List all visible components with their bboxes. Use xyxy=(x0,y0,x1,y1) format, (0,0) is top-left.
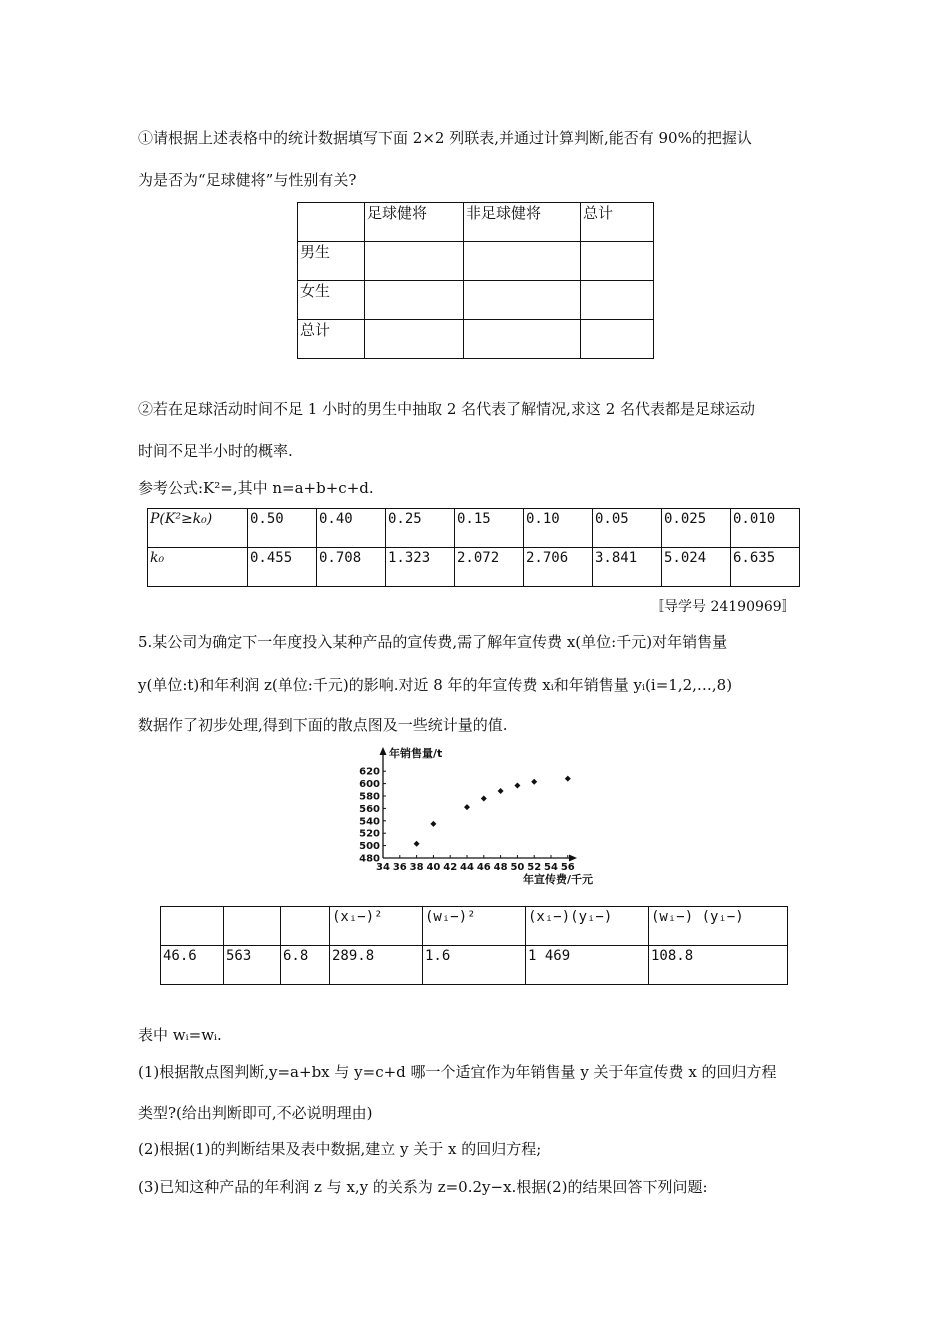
formula-line: 参考公式:K²=,其中 n=a+b+c+d. xyxy=(138,479,374,497)
stats-value-cell: 46.6 xyxy=(161,946,224,985)
contingency-header-1: 足球健将 xyxy=(365,203,464,242)
x-tick-label: 54 xyxy=(544,862,558,873)
contingency-row-label: 总计 xyxy=(298,320,365,359)
problem5-line-2: y(单位:t)和年利润 z(单位:千元)的影响.对近 8 年的年宣传费 xᵢ和年销售量 yᵢ(i=1,2,…,8) xyxy=(138,676,733,694)
stats-value-cell: 6.8 xyxy=(281,946,330,985)
k-table-row2-label: k₀ xyxy=(148,548,248,587)
stats-header-cell: (xᵢ−)² xyxy=(330,907,423,946)
x-tick-label: 42 xyxy=(443,862,458,873)
sub3-line: (3)已知这种产品的年利润 z 与 x,y 的关系为 z=0.2y−x.根据(2)的结果回答下列问题: xyxy=(138,1178,708,1196)
y-tick-label: 560 xyxy=(359,803,380,815)
contingency-cell xyxy=(581,281,654,320)
k-table-cell: 6.635 xyxy=(731,548,800,587)
y-tick-label: 600 xyxy=(359,779,380,791)
contingency-cell xyxy=(581,242,654,281)
reference-number: 〚导学号 24190969〛 xyxy=(650,599,796,615)
contingency-row-label: 女生 xyxy=(298,281,365,320)
x-tick-label: 38 xyxy=(409,862,424,873)
k-table-cell: 0.10 xyxy=(524,509,593,548)
k-table-cell: 1.323 xyxy=(386,548,455,587)
contingency-row-label: 男生 xyxy=(298,242,365,281)
k-table-cell: 2.706 xyxy=(524,548,593,587)
contingency-cell xyxy=(464,281,581,320)
k-table-cell: 0.50 xyxy=(248,509,317,548)
k-table-cell: 0.25 xyxy=(386,509,455,548)
y-axis-label: 年销售量/t xyxy=(389,747,443,760)
x-tick-label: 48 xyxy=(493,862,508,873)
y-tick-label: 620 xyxy=(359,766,380,778)
data-point xyxy=(481,795,487,801)
contingency-cell xyxy=(464,242,581,281)
k-table-cell: 0.455 xyxy=(248,548,317,587)
x-tick-label: 34 xyxy=(376,862,390,873)
stats-header-cell xyxy=(281,907,330,946)
sub2-line: (2)根据(1)的判断结果及表中数据,建立 y 关于 x 的回归方程; xyxy=(138,1140,542,1158)
contingency-cell xyxy=(365,242,464,281)
data-point xyxy=(565,776,571,782)
q2-line-1: ②若在足球活动时间不足 1 小时的男生中抽取 2 名代表了解情况,求这 2 名代表都是足球运动 xyxy=(138,400,756,418)
x-tick-label: 46 xyxy=(476,862,491,873)
x-tick-label: 44 xyxy=(460,862,474,873)
stats-header-cell: (wᵢ−)² xyxy=(423,907,526,946)
stats-header-cell xyxy=(161,907,224,946)
k-critical-table xyxy=(147,508,800,587)
contingency-header-3: 总计 xyxy=(581,203,654,242)
stats-value-cell: 563 xyxy=(224,946,281,985)
stats-header-cell xyxy=(224,907,281,946)
x-tick-label: 56 xyxy=(560,862,575,873)
sub1-line-1: (1)根据散点图判断,y=a+bx 与 y=c+d 哪一个适宜作为年销售量 y 关于年宣传费 x 的回归方程 xyxy=(138,1063,777,1081)
data-point xyxy=(464,804,470,810)
y-tick-label: 580 xyxy=(359,791,380,803)
x-tick-label: 40 xyxy=(426,862,441,873)
sub1-line-2: 类型?(给出判断即可,不必说明理由) xyxy=(138,1104,373,1122)
x-tick-label: 50 xyxy=(510,862,525,873)
problem5-line-1: 5.某公司为确定下一年度投入某种产品的宣传费,需了解年宣传费 x(单位:千元)对年销售量 xyxy=(138,633,728,651)
y-axis-arrow xyxy=(380,747,387,755)
y-tick-label: 480 xyxy=(359,853,380,865)
table-note: 表中 wᵢ=wᵢ. xyxy=(138,1026,222,1044)
stats-value-cell: 1.6 xyxy=(423,946,526,985)
contingency-table xyxy=(297,202,654,359)
contingency-cell xyxy=(581,320,654,359)
data-point xyxy=(498,788,504,794)
k-table-cell: 0.15 xyxy=(455,509,524,548)
q2-line-2: 时间不足半小时的概率. xyxy=(138,442,293,460)
statistics-table xyxy=(160,906,788,985)
y-tick-label: 500 xyxy=(359,841,380,853)
x-axis-arrow xyxy=(569,855,577,862)
k-table-cell: 0.40 xyxy=(317,509,386,548)
k-table-cell: 2.072 xyxy=(455,548,524,587)
stats-value-cell: 108.8 xyxy=(649,946,788,985)
k-table-cell: 3.841 xyxy=(593,548,662,587)
contingency-header-2: 非足球健将 xyxy=(464,203,581,242)
x-tick-label: 36 xyxy=(392,862,407,873)
data-point xyxy=(414,841,420,847)
contingency-cell xyxy=(365,281,464,320)
scatter-chart xyxy=(355,743,615,893)
stats-header-cell: (wᵢ−) (yᵢ−) xyxy=(649,907,788,946)
k-table-cell: 0.025 xyxy=(662,509,731,548)
data-point xyxy=(531,779,537,785)
k-table-cell: 0.010 xyxy=(731,509,800,548)
x-tick-label: 52 xyxy=(527,862,542,873)
y-tick-label: 520 xyxy=(359,828,380,840)
k-table-cell: 0.05 xyxy=(593,509,662,548)
problem5-line-3: 数据作了初步处理,得到下面的散点图及一些统计量的值. xyxy=(138,716,508,734)
data-point xyxy=(514,782,520,788)
k-table-cell: 5.024 xyxy=(662,548,731,587)
k-table-row1-label: P(K²≥k₀) xyxy=(148,509,248,548)
y-tick-label: 540 xyxy=(359,816,380,828)
q1-line-1: ①请根据上述表格中的统计数据填写下面 2×2 列联表,并通过计算判断,能否有 90%的把握认 xyxy=(138,129,752,147)
data-point xyxy=(430,821,436,827)
x-axis-label: 年宣传费/千元 xyxy=(522,873,593,886)
contingency-cell xyxy=(365,320,464,359)
q1-line-2: 为是否为“足球健将”与性别有关? xyxy=(138,171,357,189)
k-table-cell: 0.708 xyxy=(317,548,386,587)
contingency-header-0 xyxy=(298,203,365,242)
stats-value-cell: 1 469 xyxy=(526,946,649,985)
contingency-cell xyxy=(464,320,581,359)
stats-value-cell: 289.8 xyxy=(330,946,423,985)
stats-header-cell: (xᵢ−)(yᵢ−) xyxy=(526,907,649,946)
